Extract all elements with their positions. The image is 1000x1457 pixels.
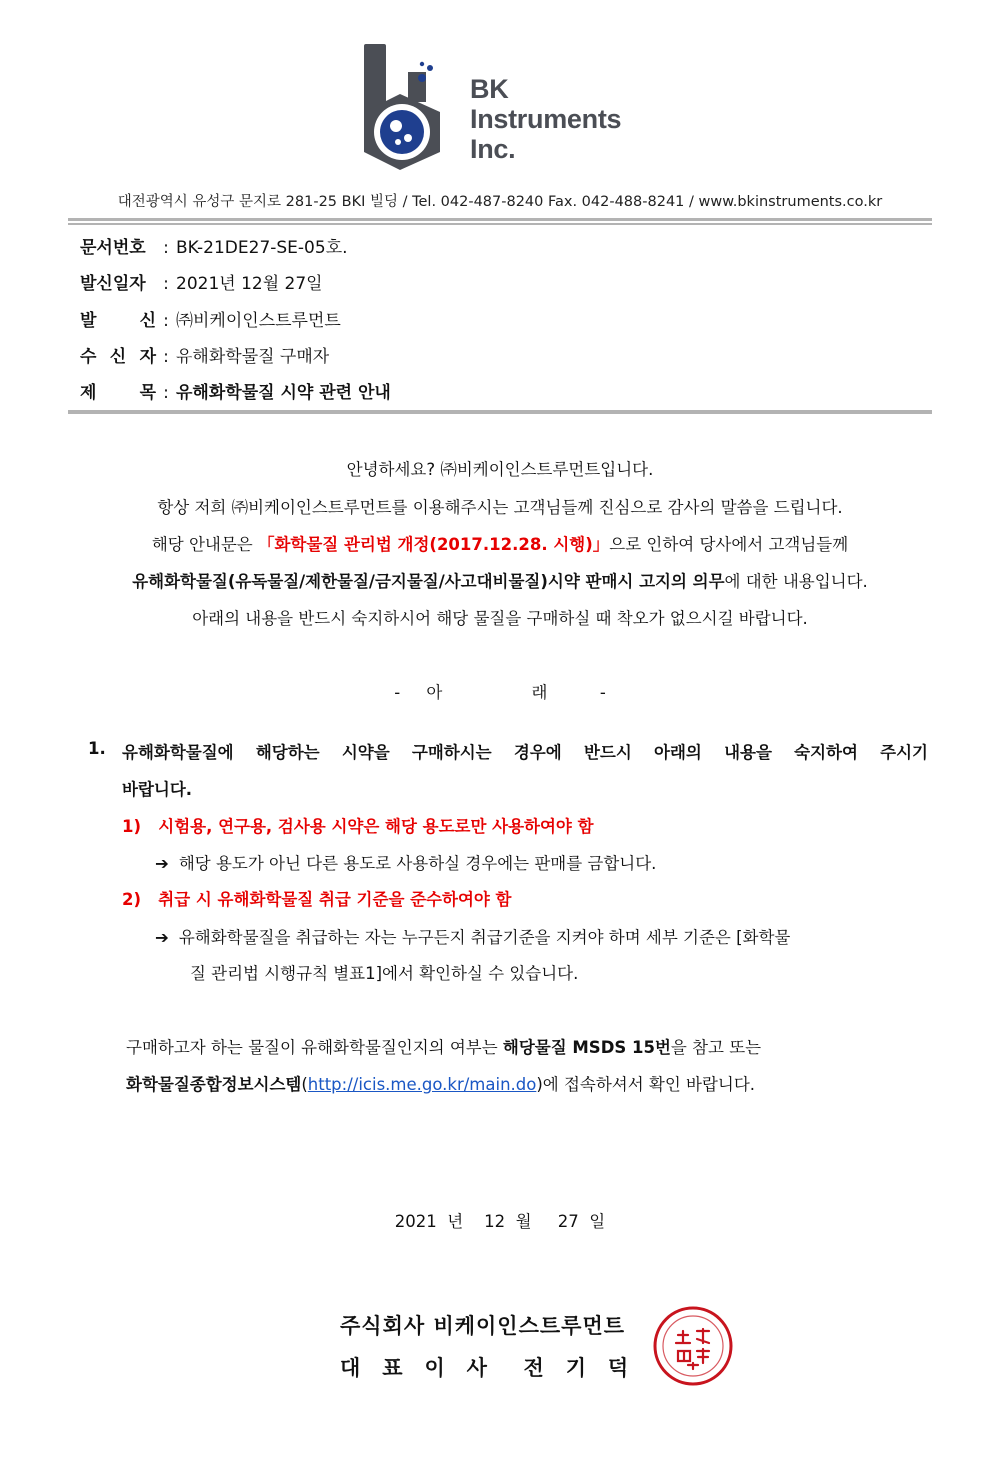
intro-thanks: 항상 저희 ㈜비케이인스트루먼트를 이용해주시는 고객님들께 진심으로 감사의 말씀을 드립니다. [157, 498, 843, 517]
closing-line-1 [126, 1034, 761, 1058]
sub-item-2-text1: 유해화학물질을 취급하는 자는 누구든지 취급기준을 지켜야 하며 세부 기준은 [화학물 [178, 928, 791, 947]
company-address: 대전광역시 유성구 문지로 281-25 BKI 빌딩 / Tel. 042-487-8240 Fax. 042-488-8241 / www.bkinstruments.co.kr [117, 194, 883, 210]
intro-duty-bold: 유해화학물질(유독물질/제한물질/금지물질/사고대비물질)시약 판매시 고지의 의무 [132, 572, 725, 591]
meta-doc-number: 문서번호 : BK-21DE27-SE-05호. [80, 233, 348, 257]
meta-key: 발신일자 [80, 274, 146, 294]
ceo-name: 대 표 이 사 전 기 덕 [340, 1356, 629, 1380]
intro-duty-line [0, 568, 1000, 592]
intro-law-line [0, 531, 1000, 555]
meta-value: 유해화학물질 시약 관련 안내 [176, 383, 391, 403]
arrow-right-icon: ➔ [155, 928, 169, 947]
seal-icon [652, 1305, 734, 1387]
meta-key: 발 신 [80, 311, 156, 331]
arrow-right-icon: ➔ [155, 854, 169, 873]
meta-key: 제 목 [80, 383, 156, 403]
sub-item-1-text: 해당 용도가 아닌 다른 용도로 사용하실 경우에는 판매를 금합니다. [178, 854, 657, 873]
closing-system-bold: 화학물질종합정보시스템 [126, 1075, 302, 1094]
logo-wordmark [470, 74, 670, 164]
sub-item-2-text2: 질 관리법 시행규칙 별표1]에서 확인하실 수 있습니다. [190, 964, 579, 983]
intro-request: 아래의 내용을 반드시 숙지하시어 해당 물질을 구매하실 때 착오가 없으시길 바랍니다. [192, 609, 808, 628]
meta-value: ㈜비케이인스트루먼트 [176, 311, 341, 331]
meta-value: 유해화학물질 구매자 [176, 347, 330, 367]
flask-b-logo-icon [360, 42, 470, 172]
paren-open: ( [301, 1075, 308, 1094]
company-seal-stamp [652, 1305, 734, 1387]
intro-duty-post: 에 대한 내용입니다. [724, 572, 868, 591]
icis-link[interactable]: http://icis.me.go.kr/main.do [307, 1075, 537, 1094]
section-1 [88, 739, 928, 800]
logo-name: BK [470, 74, 509, 104]
sub-item-2-detail [155, 924, 927, 948]
closing-pre: 구매하고자 하는 물질이 유해화학물질인지의 여부는 [126, 1038, 503, 1057]
meta-divider [68, 410, 932, 414]
company-name: 주식회사 비케이인스트루먼트 [340, 1314, 626, 1338]
section-1-line2: 바랍니다. [122, 780, 193, 799]
sub-item-2-title: 2) 취급 시 유해화학물질 취급 기준을 준수하여야 함 [122, 890, 512, 909]
section-1-number: 1. [88, 739, 106, 758]
logo-line3: Inc. [470, 134, 516, 164]
header-divider [68, 218, 932, 225]
sub-item-1-detail [155, 850, 656, 874]
meta-key: 수 신 자 [80, 347, 156, 367]
section-separator: - 아 래 - [394, 683, 606, 702]
meta-key: 문서번호 [80, 238, 146, 258]
section-1-line1: 유해화학물질에 해당하는 시약을 구매하시는 경우에 반드시 아래의 내용을 숙지하여 주시기 [122, 743, 928, 762]
intro-greeting: 안녕하세요? ㈜비케이인스트루먼트입니다. [346, 460, 654, 479]
meta-subject: 제 목 : 유해화학물질 시약 관련 안내 [80, 378, 391, 402]
sub-item-1-title: 1) 시험용, 연구용, 검사용 시약은 해당 용도로만 사용하여야 함 [122, 817, 594, 836]
meta-recipient: 수 신 자 : 유해화학물질 구매자 [80, 342, 329, 366]
closing-access-text: )에 접속하셔서 확인 바랍니다. [536, 1075, 756, 1094]
logo-line2: Instruments [470, 104, 622, 134]
intro-law-highlight: 「화학물질 관리법 개정(2017.12.28. 시행)」 [257, 535, 610, 554]
intro-law-post: 으로 인하여 당사에서 고객님들께 [609, 535, 849, 554]
closing-post: 을 참고 또는 [670, 1038, 762, 1057]
meta-value: BK-21DE27-SE-05호. [176, 238, 348, 258]
closing-msds-bold: 해당물질 MSDS 15번 [502, 1038, 671, 1057]
meta-sender: 발 신 : ㈜비케이인스트루먼트 [80, 306, 341, 330]
meta-value: 2021년 12월 27일 [176, 274, 323, 294]
intro-law-pre: 해당 안내문은 [151, 535, 258, 554]
closing-line-2 [126, 1071, 755, 1095]
document-date: 2021 년 12 월 27 일 [394, 1212, 606, 1231]
meta-issue-date: 발신일자 : 2021년 12월 27일 [80, 269, 323, 293]
